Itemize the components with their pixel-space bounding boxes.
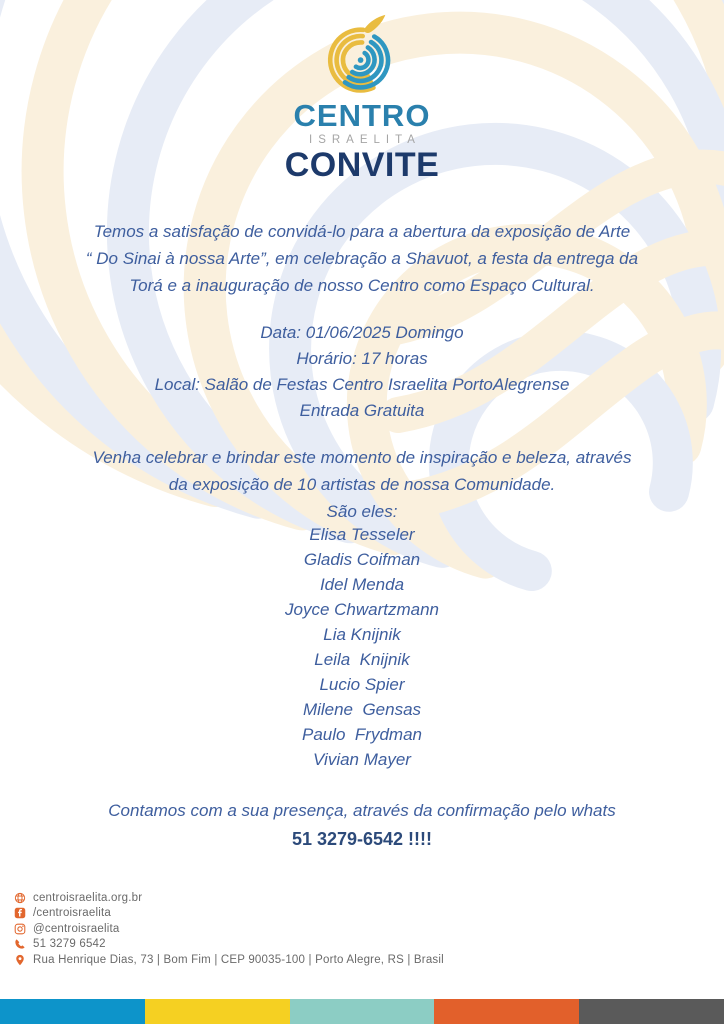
artist-name: Joyce Chwartzmann bbox=[284, 600, 439, 619]
closing-block bbox=[0, 796, 724, 854]
footer-phone-row bbox=[14, 937, 444, 953]
artist-name: Paulo Frydman bbox=[302, 725, 422, 744]
brand-name: CENTRO bbox=[293, 98, 431, 133]
event-time: Horário: 17 horas bbox=[296, 349, 428, 368]
footer-instagram-row bbox=[14, 921, 444, 937]
facebook-icon bbox=[14, 907, 26, 919]
artist-name: Vivian Mayer bbox=[313, 750, 411, 769]
brand-subtitle: ISRAELITA bbox=[309, 134, 421, 146]
footer-address-row bbox=[14, 952, 444, 968]
invite-line: da exposição de 10 artistas de nossa Comunidade. bbox=[168, 475, 556, 494]
website-text: centroisraelita.org.br bbox=[33, 891, 143, 904]
event-admission: Entrada Gratuita bbox=[299, 401, 425, 420]
artist-name: Lucio Spier bbox=[319, 675, 405, 694]
artist-name: Elisa Tesseler bbox=[309, 525, 415, 544]
artist-name: Idel Menda bbox=[319, 575, 405, 594]
bar-segment-orange bbox=[434, 999, 579, 1024]
intro-line: “ Do Sinai à nossa Arte”, em celebração a Shavuot, a festa da entrega da bbox=[85, 249, 639, 268]
bar-segment-teal bbox=[290, 999, 435, 1024]
facebook-text: /centroisraelita bbox=[33, 907, 111, 920]
invite-line: São eles: bbox=[326, 502, 398, 521]
artist-name: Gladis Coifman bbox=[303, 550, 421, 569]
instagram-icon bbox=[14, 923, 26, 935]
whatsapp-number: 51 3279-6542 !!!! bbox=[291, 829, 433, 849]
invite-line: Venha celebrar e brindar este momento de inspiração e beleza, através bbox=[92, 448, 632, 467]
location-pin-icon bbox=[14, 954, 26, 966]
artists-list bbox=[0, 522, 724, 772]
phone-text: 51 3279 6542 bbox=[33, 938, 106, 951]
instagram-text: @centroisraelita bbox=[33, 922, 120, 935]
closing-line: Contamos com a sua presença, através da confirmação pelo whats bbox=[108, 801, 616, 820]
artist-name: Lia Knijnik bbox=[323, 625, 401, 644]
footer-contacts bbox=[14, 890, 444, 968]
bar-segment-yellow bbox=[145, 999, 290, 1024]
bar-segment-gray bbox=[579, 999, 724, 1024]
artist-name: Milene Gensas bbox=[302, 700, 422, 719]
bottom-color-bar bbox=[0, 999, 724, 1024]
artist-name: Leila Knijnik bbox=[314, 650, 410, 669]
bar-segment-blue bbox=[0, 999, 145, 1024]
logo-block bbox=[0, 12, 724, 146]
intro-paragraph bbox=[0, 218, 724, 299]
phone-icon bbox=[14, 938, 26, 950]
intro-line: Torá e a inauguração de nosso Centro como Espaço Cultural. bbox=[129, 276, 595, 295]
event-date: Data: 01/06/2025 Domingo bbox=[260, 323, 464, 342]
globe-icon bbox=[14, 892, 26, 904]
centro-israelita-logo-icon bbox=[322, 12, 402, 94]
event-details bbox=[0, 320, 724, 424]
footer-website-row bbox=[14, 890, 444, 906]
event-venue: Local: Salão de Festas Centro Israelita PortoAlegrense bbox=[154, 375, 570, 394]
intro-line: Temos a satisfação de convidá-lo para a abertura da exposição de Arte bbox=[93, 222, 631, 241]
invite-paragraph bbox=[0, 444, 724, 525]
page-title: CONVITE bbox=[284, 146, 440, 184]
footer-facebook-row bbox=[14, 906, 444, 922]
address-text: Rua Henrique Dias, 73 | Bom Fim | CEP 90035-100 | Porto Alegre, RS | Brasil bbox=[33, 953, 444, 966]
